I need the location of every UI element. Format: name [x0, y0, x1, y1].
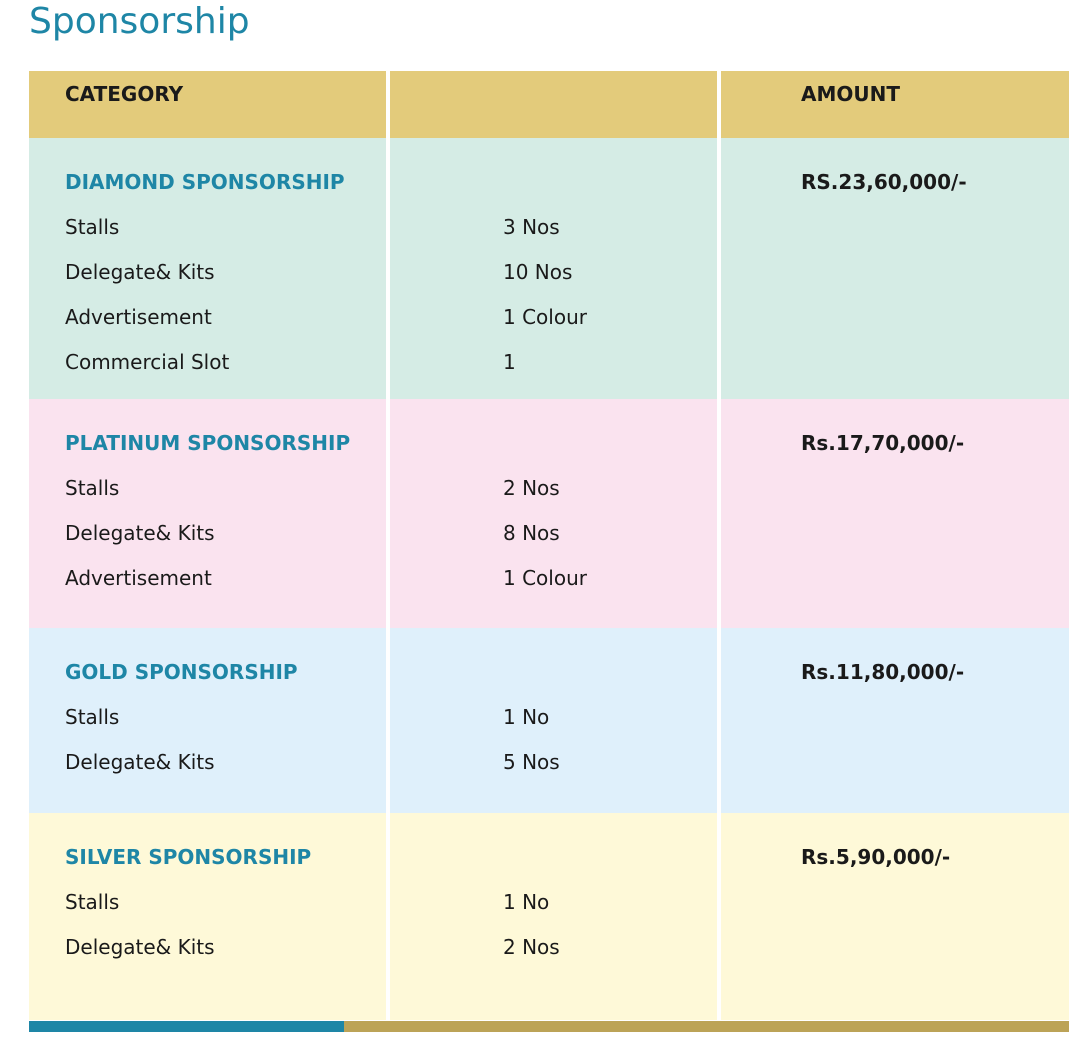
item-label: Delegate& Kits — [65, 935, 215, 959]
category-cell — [29, 138, 386, 399]
amount-cell — [721, 399, 1069, 628]
item-value: 1 Colour — [503, 566, 587, 590]
table-header-row — [29, 71, 1069, 138]
item-label: Stalls — [65, 890, 120, 914]
header-cell-category — [29, 71, 386, 138]
item-label: Stalls — [65, 215, 120, 239]
item-value: 1 — [503, 350, 516, 374]
footer-bar-blue — [29, 1021, 344, 1032]
quantity-cell — [390, 813, 717, 1020]
section-title: GOLD SPONSORSHIP — [65, 660, 298, 684]
page-title: Sponsorship — [29, 1, 250, 42]
quantity-cell — [390, 399, 717, 628]
spacer — [390, 169, 717, 214]
header-category-label: CATEGORY — [65, 82, 184, 106]
header-cell-middle — [390, 71, 717, 138]
section-title: SILVER SPONSORSHIP — [65, 845, 312, 869]
section-diamond — [29, 138, 1069, 399]
item-label: Stalls — [65, 705, 120, 729]
category-cell — [29, 399, 386, 628]
footer-bar — [29, 1021, 1069, 1032]
section-title: DIAMOND SPONSORSHIP — [65, 170, 345, 194]
item-value: 1 No — [503, 890, 550, 914]
amount-cell — [721, 138, 1069, 399]
amount-cell — [721, 813, 1069, 1020]
item-label: Delegate& Kits — [65, 260, 215, 284]
section-title: PLATINUM SPONSORSHIP — [65, 431, 351, 455]
item-value: 1 Colour — [503, 305, 587, 329]
category-cell — [29, 628, 386, 813]
item-label: Delegate& Kits — [65, 750, 215, 774]
amount-cell — [721, 628, 1069, 813]
category-cell — [29, 813, 386, 1020]
sponsorship-table — [29, 71, 1069, 1020]
item-value: 2 Nos — [503, 476, 560, 500]
spacer — [390, 659, 717, 704]
header-cell-amount — [721, 71, 1069, 138]
section-amount: Rs.17,70,000/- — [801, 431, 965, 455]
item-label: Advertisement — [65, 566, 212, 590]
section-amount: RS.23,60,000/- — [801, 170, 967, 194]
spacer — [390, 430, 717, 475]
section-gold — [29, 628, 1069, 813]
section-amount: Rs.11,80,000/- — [801, 660, 965, 684]
section-amount: Rs.5,90,000/- — [801, 845, 951, 869]
item-label: Stalls — [65, 476, 120, 500]
quantity-cell — [390, 138, 717, 399]
quantity-cell — [390, 628, 717, 813]
item-value: 10 Nos — [503, 260, 573, 284]
item-label: Commercial Slot — [65, 350, 230, 374]
footer-bar-gold — [344, 1021, 1069, 1032]
item-value: 5 Nos — [503, 750, 560, 774]
section-silver — [29, 813, 1069, 1020]
item-value: 2 Nos — [503, 935, 560, 959]
header-amount-label: AMOUNT — [801, 82, 901, 106]
item-value: 1 No — [503, 705, 550, 729]
item-value: 3 Nos — [503, 215, 560, 239]
item-label: Advertisement — [65, 305, 212, 329]
section-platinum — [29, 399, 1069, 628]
item-label: Delegate& Kits — [65, 521, 215, 545]
spacer — [390, 844, 717, 889]
item-value: 8 Nos — [503, 521, 560, 545]
